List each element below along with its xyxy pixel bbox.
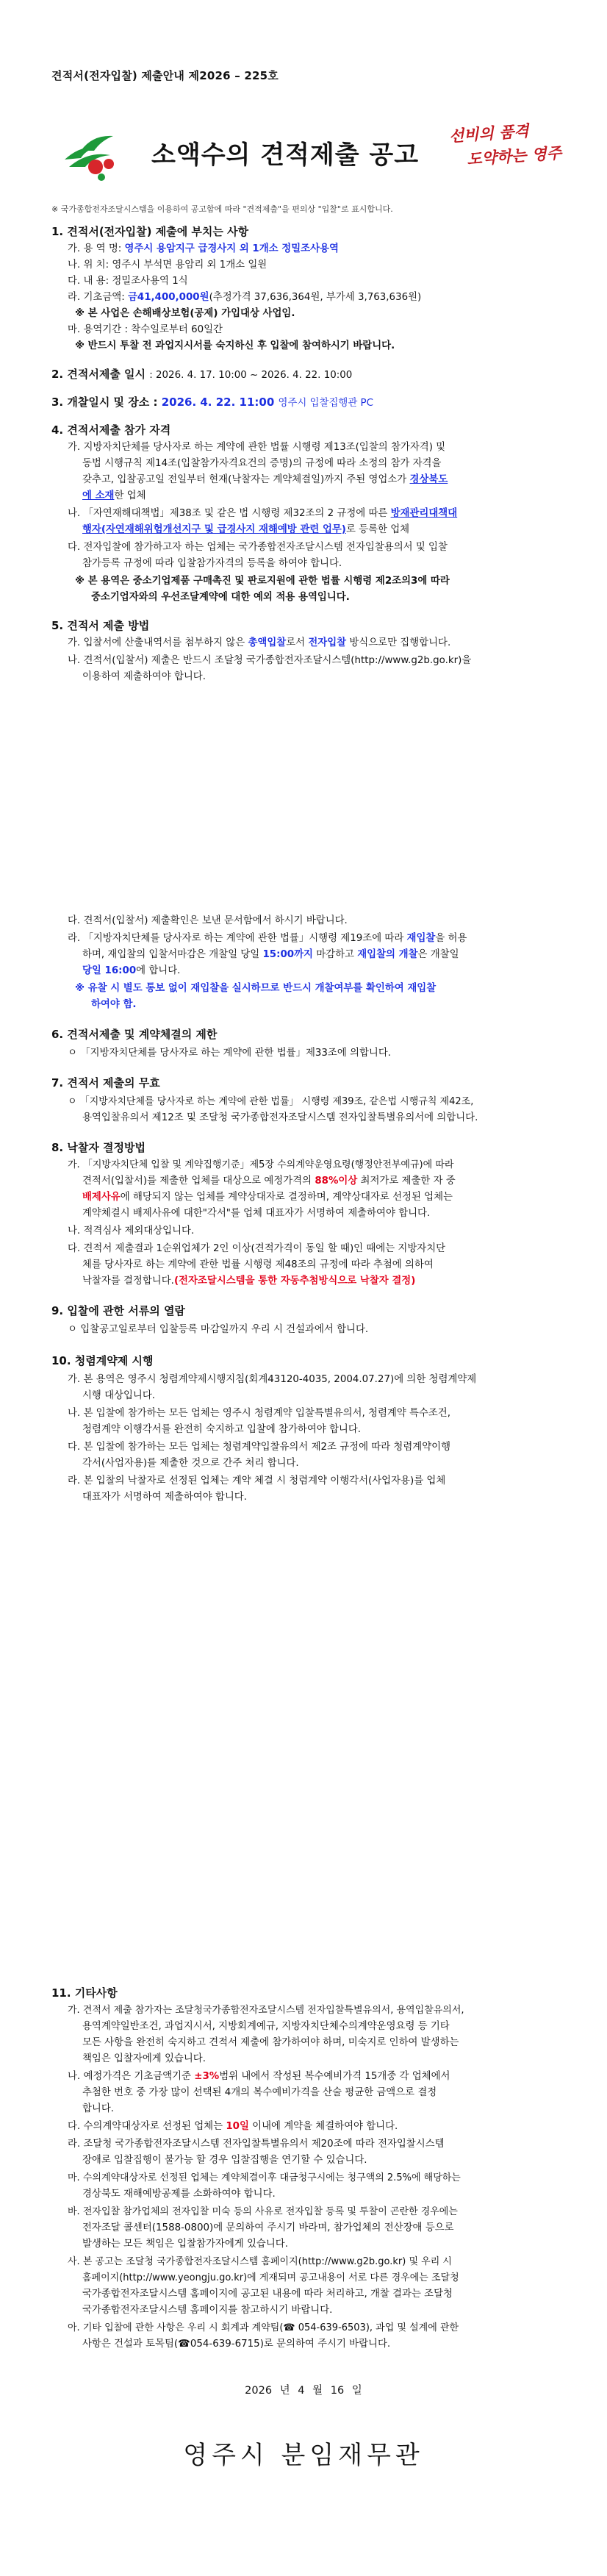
- s11-sa-1: 사. 본 공고는 조달청 국가종합전자조달시스템 홈페이지(http://www.g2b.go.kr) 및 우리 시: [68, 2256, 452, 2267]
- s5-ga: 가. 입찰서에 산출내역서를 첨부하지 않은 총액입찰로서 전자입찰 방식으로만 집행합니다.: [68, 637, 451, 648]
- s1-item-b: 나. 위 치: 영주시 부석면 용암리 외 1개소 일원: [68, 260, 267, 271]
- s6-text: ㅇ 「지방자치단체를 당사자로 하는 계약에 관한 법률」제33조에 의합니다.: [68, 1048, 392, 1059]
- s10-ra-2: 대표자가 서명하여 제출하여야 합니다.: [82, 1492, 247, 1503]
- s1-item-d: 라. 기초금액: 금41,400,000원(추정가격 37,636,364원, 부가세 3,763,636원): [68, 292, 422, 303]
- s5-na-1: 나. 견적서(입찰서) 제출은 반드시 조달청 국가종합전자조달시스템(http://www.g2b.go.kr)을: [68, 655, 472, 666]
- s11-sa-4: 국가종합전자조달시스템 홈페이지를 참고하시기 바랍니다.: [82, 2305, 333, 2316]
- s5-ra-2: 하며, 재입찰의 입찰서마감은 개찰일 당일 15:00까지 마감하고 재입찰의 개찰은 개찰일: [82, 949, 459, 960]
- section-6-title: 6. 견적서제출 및 계약체결의 제한: [51, 1028, 218, 1041]
- issuer-name: 영주시 분임재무관: [183, 2441, 424, 2470]
- announcement-date: 2026 년 4 월 16 일: [245, 2385, 362, 2397]
- s4-na-2: 행자(자연재해위험개선지구 및 급경사지 재해예방 관련 업무)로 등록한 업체: [82, 524, 410, 535]
- slogan-line-2: 도약하는 영주: [466, 143, 562, 168]
- s11-ba-3: 발생하는 모든 책임은 입찰참가자에게 있습니다.: [82, 2239, 288, 2250]
- s9-text: ㅇ 입찰공고일로부터 입찰등록 마감일까지 우리 시 건설과에서 합니다.: [68, 1324, 369, 1335]
- s10-da-2: 각서(사업자용)를 제출한 것으로 간주 처리 합니다.: [82, 1458, 299, 1469]
- s10-na-1: 나. 본 입찰에 참가하는 모든 업체는 영주시 청렴계약 입찰특별유의서, 청렴계약 특수조건,: [68, 1408, 451, 1419]
- s11-da: 다. 수의계약대상자로 선정된 업체는 10일 이내에 계약을 체결하여야 합니다.: [68, 2121, 398, 2132]
- s11-ra-1: 라. 조달청 국가종합전자조달시스템 전자입찰특별유의서 제20조에 따라 전자입찰시스템: [68, 2139, 445, 2150]
- s11-sa-3: 국가종합전자조달시스템 홈페이지에 공고된 내용에 따라 처리하고, 개찰 결과는 조달청: [82, 2289, 453, 2300]
- s8-na: 나. 적격심사 제외대상입니다.: [68, 1226, 195, 1237]
- document-code: 견적서(전자입찰) 제출안내 제2026 – 225호: [51, 69, 279, 82]
- s8-da-3: 낙찰자를 결정합니다.(전자조달시스템을 통한 자동추첨방식으로 낙찰자 결정): [82, 1276, 416, 1287]
- s4-na-1: 나. 「자연재해대책법」제38조 및 같은 법 시행령 제32조의 2 규정에 따른 방재관리대책대: [68, 508, 458, 519]
- s4-da-2: 참가등록 규정에 따라 입찰참가자격의 등록을 하여야 합니다.: [82, 558, 342, 569]
- section-8-title: 8. 낙찰자 결정방법: [51, 1141, 146, 1154]
- s11-ga-3: 모든 사항을 완전히 숙지하고 견적서 제출에 참가하여야 하며, 미숙지로 인하여 발생하는: [82, 2037, 459, 2048]
- s5-na-2: 이용하여 제출하여야 합니다.: [82, 671, 206, 682]
- s4-ga-2: 동법 시행규칙 제14조(입찰참가자격요건의 증명)의 규정에 따라 소정의 참가 자격을: [82, 458, 442, 469]
- s11-ga-2: 용역계약일반조건, 과업지시서, 지방회계예규, 지방자치단체수의계약운영요령 등 기타: [82, 2021, 450, 2032]
- s10-ga-2: 시행 대상입니다.: [82, 1390, 156, 1401]
- section-10-title: 10. 청렴계약제 시행: [51, 1354, 154, 1367]
- s5-note-1: ※ 유찰 시 별도 통보 없이 재입찰을 실시하므로 반드시 개찰여부를 확인하여 재입찰: [75, 983, 437, 994]
- section-11-title: 11. 기타사항: [51, 1986, 118, 2000]
- section-4-title: 4. 견적서제출 참가 자격: [51, 423, 171, 437]
- s11-ba-2: 전자조달 콜센터(1588-0800)에 문의하여 주시기 바라며, 참가업체의 전산장애 등으로: [82, 2222, 454, 2233]
- city-slogan: [448, 115, 569, 172]
- s7-line-2: 용역입찰유의서 제12조 및 조달청 국가종합전자조달시스템 전자입찰특별유의서에 의합니다.: [82, 1112, 478, 1123]
- s4-note-1: ※ 본 용역은 중소기업제품 구매촉진 및 판로지원에 관한 법률 시행령 제2조의3에 따라: [75, 576, 450, 587]
- s5-ra-3: 당일 16:00에 합니다.: [82, 965, 181, 976]
- section-9-title: 9. 입찰에 관한 서류의 열람: [51, 1304, 185, 1317]
- s4-note-2: 중소기업자와의 우선조달계약에 대한 예외 적용 용역입니다.: [91, 592, 350, 603]
- s10-ra-1: 라. 본 입찰의 낙찰자로 선정된 업체는 계약 체결 시 청렴계약 이행각서(사업자용)를 업체: [68, 1475, 446, 1486]
- s4-ga-3: 갖추고, 입찰공고일 전일부터 현재(낙찰자는 계약체결일)까지 주된 영업소가 경상북도: [82, 474, 448, 485]
- s4-ga-4: 에 소재한 업체: [82, 490, 146, 501]
- s11-ra-2: 장애로 입찰집행이 불가능 할 경우 입찰집행을 연기할 수 있습니다.: [82, 2155, 367, 2166]
- section-7-title: 7. 견적서 제출의 무효: [51, 1076, 160, 1090]
- s8-ga-3: 배제사유에 해당되지 않는 업체를 계약상대자로 결정하며, 계약상대자로 선정된 업체는: [82, 1192, 453, 1203]
- s10-ga-1: 가. 본 용역은 영주시 청렴계약제시행지침(회계43120-4035, 2004.07.27)에 의한 청렴계약제: [68, 1374, 477, 1385]
- s11-sa-2: 홈페이지(http://www.yeongju.go.kr)에 게재되며 공고내용이 서로 다른 경우에는 조달청: [82, 2272, 459, 2283]
- notice-text: ※ 국가종합전자조달시스템을 이용하여 공고함에 따라 "견적제출"을 편의상 "입찰"로 표시합니다.: [51, 204, 393, 214]
- s11-na-3: 합니다.: [82, 2103, 115, 2114]
- s1-item-a: 가. 용 역 명: 영주시 용암지구 급경사지 외 1개소 정밀조사용역: [68, 243, 339, 254]
- s10-da-1: 다. 본 입찰에 참가하는 모든 업체는 청렴계약입찰유의서 제2조 규정에 따라 청렴계약이행: [68, 1442, 451, 1453]
- s1-insurance-note: ※ 본 사업은 손해배상보험(공제) 가입대상 사업임.: [75, 308, 295, 319]
- s10-na-2: 청렴계약 이행각서를 완전히 숙지하고 입찰에 참가하여야 합니다.: [82, 1424, 362, 1435]
- s11-a-2: 사항은 건설과 토목팀(☎054-639-6715)로 문의하여 주시기 바랍니다.: [82, 2339, 391, 2350]
- s1-item-c: 다. 내 용: 정밀조사용역 1식: [68, 276, 188, 287]
- section-2: 2. 견적서제출 일시 : 2026. 4. 17. 10:00 ~ 2026. 4. 22. 10:00: [51, 368, 353, 381]
- section-1-title: 1. 견적서(전자입찰) 제출에 부치는 사항: [51, 225, 249, 238]
- s4-ga-1: 가. 지방자치단체를 당사자로 하는 계약에 관한 법률 시행령 제13조(입찰의 참가자격) 및: [68, 442, 446, 453]
- s11-ga-4: 책임은 입찰자에게 있습니다.: [82, 2053, 206, 2064]
- s8-da-2: 체를 당사자로 하는 계약에 관한 법률 시행령 제48조의 규정에 따라 추첨에 의하여: [82, 1259, 434, 1270]
- s5-note-2: 하여야 함.: [91, 999, 137, 1010]
- section-5-title: 5. 견적서 제출 방법: [51, 619, 150, 632]
- page-title: 소액수의 견적제출 공고: [151, 140, 420, 170]
- s4-da-1: 다. 전자입찰에 참가하고자 하는 업체는 국가종합전자조달시스템 전자입찰용의서 및 입찰: [68, 542, 448, 553]
- s8-ga-2: 견적서(입찰서)를 제출한 업체를 대상으로 예정가격의 88%이상 최저가로 제출한 자 중: [82, 1176, 456, 1187]
- s8-ga-1: 가. 「지방자치단체 입찰 및 계약집행기준」제5장 수의계약운영요령(행정안전부예규)에 따라: [68, 1159, 454, 1170]
- s11-na-2: 추첨한 번호 중 가장 많이 선택된 4개의 복수예비가격을 산술 평균한 금액으로 결정: [82, 2087, 437, 2098]
- s5-ra-1: 라. 「지방자치단체를 당사자로 하는 계약에 관한 법률」시행령 제19조에 따라 재입찰을 허용: [68, 933, 467, 944]
- yeongju-city-logo-icon: [59, 129, 129, 184]
- s8-da-1: 다. 견적서 제출결과 1순위업체가 2인 이상(견적가격이 동일 할 때)인 때에는 지방자치단: [68, 1243, 446, 1254]
- s1-caution-note: ※ 반드시 투찰 전 과업지시서를 숙지하신 후 입찰에 참여하시기 바랍니다.: [75, 340, 395, 351]
- s8-ga-4: 계약체결시 배제사유에 대한"각서"를 업체 대표자가 서명하여 제출하여야 합니다.: [82, 1208, 431, 1219]
- s11-ma-1: 마. 수의계약대상자로 선정된 업체는 계약체결이후 대금청구시에는 청구액의 2.5%에 해당하는: [68, 2172, 461, 2183]
- s11-ba-1: 바. 전자입찰 참가업체의 전자입찰 미숙 등의 사유로 전자입찰 등록 및 투찰이 곤란한 경우에는: [68, 2206, 458, 2217]
- section-3: 3. 개찰일시 및 장소 : 2026. 4. 22. 11:00 영주시 입찰집행관 PC: [51, 396, 373, 409]
- s11-na-1: 나. 예정가격은 기초금액기준 ±3%범위 내에서 작성된 복수예비가격 15개중 각 업체에서: [68, 2071, 450, 2082]
- s7-line-1: ㅇ 「지방자치단체를 당사자로 하는 계약에 관한 법률」 시행령 제39조, 같은법 시행규칙 제42조,: [68, 1096, 474, 1107]
- s11-ga-1: 가. 견적서 제출 참가자는 조달청국가종합전자조달시스템 전자입찰특별유의서, 용역입찰유의서,: [68, 2005, 464, 2016]
- s1-item-e: 마. 용역기간 : 착수일로부터 60일간: [68, 324, 223, 335]
- s11-a-1: 아. 기타 입찰에 관한 사항은 우리 시 회계과 계약팀(☎ 054-639-6503), 과업 및 설계에 관한: [68, 2322, 459, 2333]
- s11-ma-2: 경상북도 재해예방공제를 소화하여야 합니다.: [82, 2189, 276, 2200]
- slogan-line-1: 선비의 품격: [448, 121, 530, 146]
- s5-da: 다. 견적서(입찰서) 제출확인은 보낸 문서함에서 하시기 바랍니다.: [68, 915, 348, 926]
